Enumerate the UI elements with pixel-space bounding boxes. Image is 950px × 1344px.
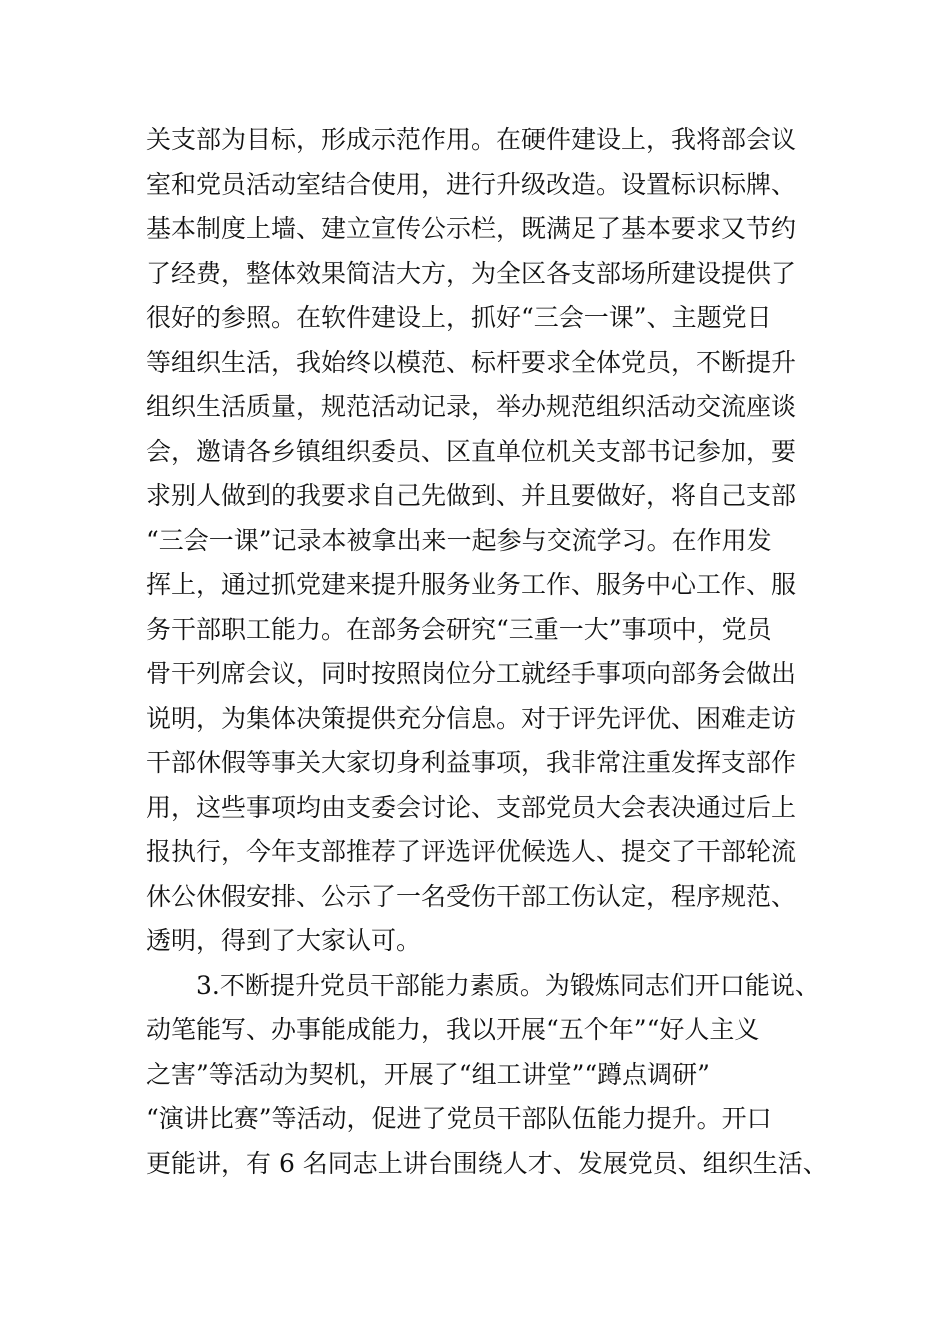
text-line: 干部休假等事关大家切身利益事项，我非常注重发挥支部作 (146, 748, 797, 777)
text-line: 会，邀请各乡镇组织委员、区直单位机关支部书记参加，要 (146, 436, 797, 466)
paragraph-heading-line: 3.不断提升党员干部能力素质。为锻炼同志们开口能说、 (196, 970, 820, 1000)
text-line: 关支部为目标，形成示范作用。在硬件建设上，我将部会议 (146, 125, 797, 154)
text-line: 务干部职工能力。在部务会研究“三重一大”事项中，党员 (146, 614, 772, 644)
text-line: “三会一课”记录本被拿出来一起参与交流学习。在作用发 (146, 525, 772, 555)
text-line: 透明，得到了大家认可。 (146, 926, 422, 955)
text-line: “演讲比赛”等活动，促进了党员干部队伍能力提升。开口 (146, 1104, 772, 1133)
text-line: 等组织生活，我始终以模范、标杆要求全体党员，不断提升 (146, 347, 797, 377)
text-line: 了经费，整体效果简洁大方，为全区各支部场所建设提供了 (146, 258, 797, 288)
text-line: 之害”等活动为契机，开展了“组工讲堂”“蹲点调研” (146, 1059, 710, 1089)
text-line: 骨干列席会议，同时按照岗位分工就经手事项向部务会做出 (146, 659, 797, 688)
text-line: 组织生活质量，规范活动记录，举办规范组织活动交流座谈 (146, 392, 797, 421)
text-line: 说明，为集体决策提供充分信息。对于评先评优、困难走访 (146, 703, 797, 733)
text-line: 室和党员活动室结合使用，进行升级改造。设置标识标牌、 (146, 169, 797, 199)
text-line: 休公休假安排、公示了一名受伤干部工伤认定，程序规范、 (146, 881, 797, 911)
text-line: 很好的参照。在软件建设上，抓好“三会一课”、主题党日 (146, 303, 772, 332)
text-line: 挥上，通过抓党建来提升服务业务工作、服务中心工作、服 (146, 570, 797, 599)
text-line: 基本制度上墙、建立宣传公示栏，既满足了基本要求又节约 (146, 214, 797, 243)
body-text (146, 118, 828, 1186)
text-line: 求别人做到的我要求自己先做到、并且要做好，将自己支部 (146, 481, 797, 510)
text-line: 报执行，今年支部推荐了评选评优候选人、提交了干部轮流 (146, 837, 797, 866)
text-line: 动笔能写、办事能成能力，我以开展“五个年”“好人主义 (146, 1015, 760, 1044)
text-line: 更能讲，有 6 名同志上讲台围绕人才、发展党员、组织生活、 (146, 1148, 828, 1178)
text-line: 用，这些事项均由支委会讨论、支部党员大会表决通过后上 (146, 792, 797, 822)
